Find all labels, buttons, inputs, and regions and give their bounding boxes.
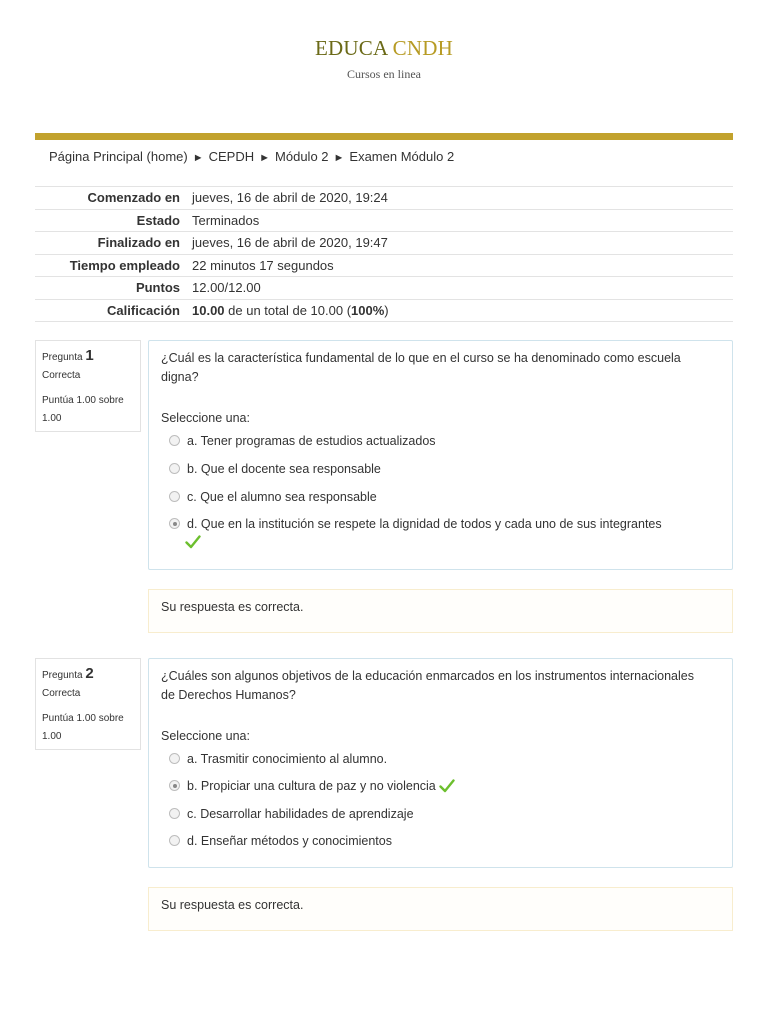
breadcrumb-separator-icon: ► — [333, 152, 345, 164]
answer-option-label: b. Propiciar una cultura de paz y no violencia — [187, 779, 436, 793]
question-number-value: 2 — [85, 665, 94, 682]
radio-button[interactable] — [169, 835, 180, 846]
feedback-text: Su respuesta es correcta. — [161, 600, 304, 614]
grade-score: 10.00 — [192, 302, 225, 318]
summary-row-time — [35, 254, 733, 277]
breadcrumb-module-link[interactable]: Módulo 2 — [275, 149, 329, 164]
summary-label: Finalizado en — [35, 232, 192, 255]
summary-label: Puntos — [35, 277, 192, 300]
select-prompt: Seleccione una: — [161, 729, 250, 743]
correct-check-icon — [439, 779, 455, 793]
radio-button[interactable] — [169, 808, 180, 819]
summary-value: 22 minutos 17 segundos — [192, 254, 733, 277]
question-number — [42, 665, 140, 682]
summary-row-grade — [35, 299, 733, 322]
breadcrumb-separator-icon: ► — [259, 152, 271, 164]
breadcrumb-exam-link[interactable]: Examen Módulo 2 — [349, 149, 455, 164]
answer-option-a[interactable] — [169, 752, 387, 766]
gold-divider-bar — [35, 133, 733, 140]
question-label: Pregunta — [42, 670, 83, 681]
breadcrumb-course-link[interactable]: CEPDH — [208, 149, 255, 164]
summary-value: jueves, 16 de abril de 2020, 19:47 — [192, 232, 733, 255]
site-brand[interactable] — [0, 36, 768, 61]
summary-value: jueves, 16 de abril de 2020, 19:24 — [192, 187, 733, 210]
radio-button-selected[interactable] — [169, 518, 180, 529]
radio-button[interactable] — [169, 491, 180, 502]
correct-check-icon — [185, 535, 201, 549]
summary-row-state — [35, 209, 733, 232]
answer-option-label: d. Que en la institución se respete la dignidad de todos y cada uno de sus integrantes — [187, 517, 662, 531]
answer-option-label: a. Trasmitir conocimiento al alumno. — [187, 752, 388, 766]
summary-row-points — [35, 277, 733, 300]
question-content-2 — [148, 658, 733, 868]
grade-end: ) — [384, 302, 389, 318]
question-info-1 — [35, 340, 141, 432]
question-status: Correcta — [42, 688, 81, 699]
site-tagline: Cursos en linea — [347, 67, 421, 81]
summary-label: Comenzado en — [35, 187, 192, 210]
answer-option-label: a. Tener programas de estudios actualizados — [187, 434, 436, 448]
answer-option-c[interactable] — [169, 490, 377, 504]
answer-option-label: c. Que el alumno sea responsable — [187, 490, 377, 504]
summary-label: Calificación — [35, 299, 192, 322]
question-label: Pregunta — [42, 352, 83, 363]
answer-option-d[interactable] — [169, 834, 392, 848]
answer-option-d[interactable] — [169, 517, 662, 531]
question-info-2 — [35, 658, 141, 750]
answer-option-b[interactable] — [169, 779, 455, 793]
breadcrumb — [49, 149, 454, 164]
question-number — [42, 347, 140, 364]
breadcrumb-home-link[interactable]: Página Principal (home) — [49, 149, 188, 164]
brand-cndh: CNDH — [392, 36, 453, 60]
feedback-box-2 — [148, 887, 733, 931]
summary-label: Estado — [35, 209, 192, 232]
question-grade: Puntúa 1.00 sobre 1.00 — [42, 395, 124, 424]
radio-button-selected[interactable] — [169, 780, 180, 791]
summary-row-finished — [35, 232, 733, 255]
question-number-value: 1 — [85, 347, 94, 364]
question-content-1 — [148, 340, 733, 570]
breadcrumb-separator-icon: ► — [192, 152, 204, 164]
summary-value: 12.00/12.00 — [192, 277, 733, 300]
answer-option-label: d. Enseñar métodos y conocimientos — [187, 834, 392, 848]
select-prompt: Seleccione una: — [161, 411, 250, 425]
summary-row-started — [35, 187, 733, 210]
summary-value: Terminados — [192, 209, 733, 232]
answer-option-b[interactable] — [169, 462, 381, 476]
grade-middle: de un total de 10.00 ( — [224, 302, 352, 318]
question-status: Correcta — [42, 370, 81, 381]
question-text: ¿Cuáles son algunos objetivos de la educación enmarcados en los instrumentos internacionales de Derechos Humanos? — [161, 669, 694, 702]
feedback-text: Su respuesta es correcta. — [161, 898, 304, 912]
radio-button[interactable] — [169, 463, 180, 474]
radio-button[interactable] — [169, 753, 180, 764]
summary-value — [192, 299, 733, 322]
answer-option-label: c. Desarrollar habilidades de aprendizaje — [187, 807, 414, 821]
grade-percent: 100% — [351, 302, 385, 318]
answer-option-label: b. Que el docente sea responsable — [187, 462, 381, 476]
question-text: ¿Cuál es la característica fundamental de lo que en el curso se ha denominado como escuela digna? — [161, 351, 681, 384]
radio-button[interactable] — [169, 435, 180, 446]
answer-option-c[interactable] — [169, 807, 414, 821]
question-grade: Puntúa 1.00 sobre 1.00 — [42, 713, 124, 742]
brand-educa: EDUCA — [315, 36, 388, 60]
answer-option-a[interactable] — [169, 434, 436, 448]
attempt-summary-table — [35, 186, 733, 322]
summary-label: Tiempo empleado — [35, 254, 192, 277]
feedback-box-1 — [148, 589, 733, 633]
